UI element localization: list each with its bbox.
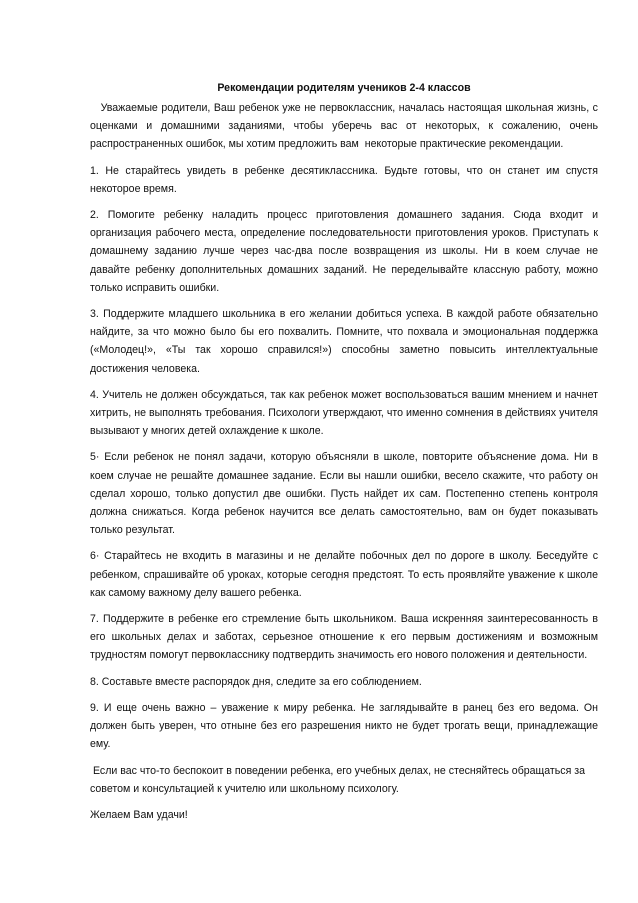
- closing-paragraph: Если вас что-то беспокоит в поведении ребенка, его учебных делах, не стесняйтесь обращаться за советом и консультацией к учителю или школьному психологу.: [90, 764, 588, 795]
- recommendation-9: 9. И еще очень важно – уважение к миру ребенка. Не заглядывайте в ранец без его ведома. Он должен быть уверен, что отныне без его разрешения никто не будет трогать вещи, принадлежащие ему.: [90, 701, 598, 751]
- recommendation-4: 4. Учитель не должен обсуждаться, так как ребенок может воспользоваться вашим мнением и начнет хитрить, не выполнять требования. Психологи утверждают, что именно сомнения в действиях учителя вызывают у многих детей охлаждение к школе.: [90, 388, 598, 438]
- recommendation-7: 7. Поддержите в ребенке его стремление быть школьником. Ваша искренняя заинтересованность в его школьных делах и заботах, серьезное отношение к его первым достижениям и возможным трудностям помогут первокласснику подтвердить значимость его нового положения и деятельности.: [90, 613, 598, 662]
- farewell-line: Желаем Вам удачи!: [90, 808, 188, 821]
- recommendation-3: 3. Поддержите младшего школьника в его желании добиться успеха. В каждой работе обязательно найдите, за что можно было бы его похвалить. Помните, что похвала и эмоциональная поддержка («Молодец!», «Ты так хорошо справился!») способны заметно повысить интеллектуальные достижения человека.: [90, 308, 598, 375]
- recommendation-1: 1. Не старайтесь увидеть в ребенке десятиклассника. Будьте готовы, что он станет им спустя некоторое время.: [90, 164, 598, 195]
- recommendation-6: 6· Старайтесь не входить в магазины и не делайте побочных дел по дороге в школу. Беседуйте с ребенком, спрашивайте об уроках, которые сегодня предстоят. То есть проявляйте уважение к школе как самому важному делу вашего ребенка.: [90, 550, 598, 599]
- recommendation-2: 2. Помогите ребенку наладить процесс приготовления домашнего задания. Сюда входит и организация рабочего места, определение последовательности приготовления уроков. Приступать к домашнему заданию лучше через час-два после возвращения из школы. Ни в коем случае не давайте ребенку дополнительных домашних заданий. Не переделывайте классную работу, можно только исправить ошибки.: [90, 209, 598, 294]
- document-title: Рекомендации родителям учеников 2-4 классов: [217, 82, 471, 94]
- recommendation-8: 8. Составьте вместе распорядок дня, следите за его соблюдением.: [90, 675, 422, 688]
- intro-paragraph: Уважаемые родители, Ваш ребенок уже не первоклассник, началась настоящая школьная жизнь, с оценками и домашними заданиями, чтобы уберечь вас от некоторых, к сожалению, очень распространенных ошибок, мы хотим предложить вам некоторые практические рекомендации.: [90, 102, 601, 151]
- recommendation-5: 5· Если ребенок не понял задачи, которую объясняли в школе, повторите объяснение дома. Ни в коем случае не решайте домашнее задание. Если вы нашли ошибки, весело скажите, что работу он сделал хорошо, только допустил две ошибки. Пусть найдет их сам. Постепенно степень контроля должна снижаться. Когда ребенок научится все делать самостоятельно, вам он будет показывать только результат.: [90, 451, 598, 537]
